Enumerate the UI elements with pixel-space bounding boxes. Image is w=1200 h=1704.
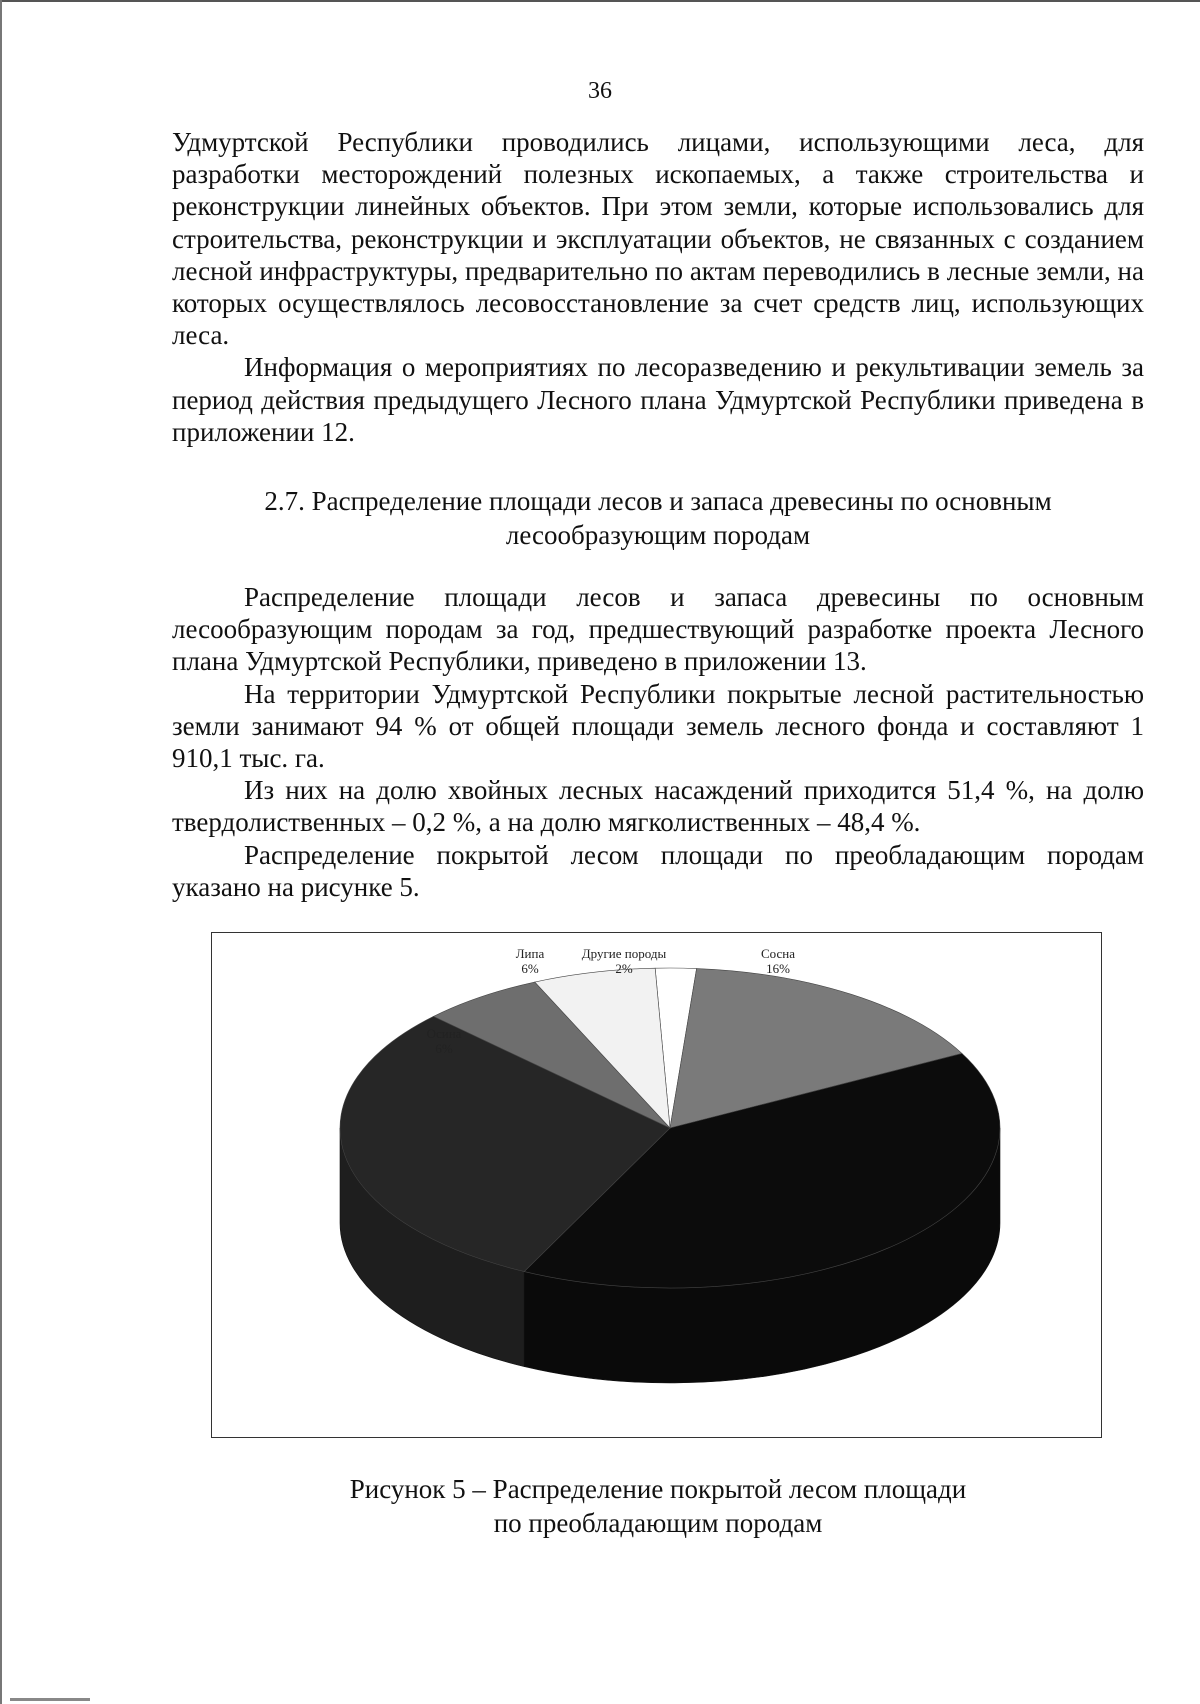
paragraph-territory: На территории Удмуртской Республики покрытые лесной растительностью земли занимают 94 % от общей площади земель лесного фонда и составляют 1 910,1 тыс. га. [172,678,1144,774]
pie-label-percent: 2% [615,961,633,976]
scan-artifact [10,1698,90,1701]
body-text-upper [172,126,1144,448]
pie-label-percent: 6% [435,1041,453,1056]
paragraph-reclamation-info: Информация о мероприятиях по лесоразведению и рекультивации земель за период действия предыдущего Лесного плана Удмуртской Республики приведена в приложении 12. [172,352,1144,447]
section-heading [172,484,1144,552]
paragraph-distribution: Распределение площади лесов и запаса древесины по основным лесообразующим породам за год, предшествующий разработке проекта Лесного плана Удмуртской Республики, приведено в приложении 13. [172,582,1144,677]
scan-edge [0,0,2,1704]
pie-label-percent: 16% [766,961,790,976]
pie-label-name: Липа [515,946,545,961]
pie-label-percent: 6% [521,961,539,976]
section-heading-line1: 2.7. Распределение площади лесов и запаса древесины по основным [264,486,1052,516]
figure-caption-line2: по преобладающим породам [493,1508,823,1538]
page-number: 36 [588,78,612,104]
pie-chart [212,933,1100,1436]
paragraph-continuation: Удмуртской Республики проводились лицами, использующими леса, для разработки месторождений полезных ископаемых, а также строительства и реконструкции линейных объектов. При этом земли, которые использовались для строительства, реконструкции и эксплуатации объектов, не связанных с созданием лесной инфраструктуры, предварительно по актам переводились в лесные земли, на которых осуществлялось лесовосстановление за счет средств лиц, использующих леса. [172,127,1144,351]
paragraph-figure-ref: Распределение покрытой лесом площади по преобладающим породам указано на рисунке 5. [172,839,1144,902]
paragraph-shares: Из них на долю хвойных лесных насаждений приходится 51,4 %, на долю твердолиственных – 0,2 %, а на долю мягколиственных – 48,4 %. [172,775,1144,838]
body-text-lower [172,581,1144,903]
pie-chart-frame [211,932,1102,1438]
section-heading-line2: лесообразующим породам [505,520,811,550]
pie-label-name: Другие породы [581,946,667,961]
pie-label-name: Сосна [761,946,795,961]
figure-caption-line1: Рисунок 5 – Распределение покрытой лесом площади [349,1474,967,1504]
pie-label-name: Осина [426,1026,462,1041]
figure-caption [172,1472,1144,1540]
scan-edge [0,0,1200,2]
